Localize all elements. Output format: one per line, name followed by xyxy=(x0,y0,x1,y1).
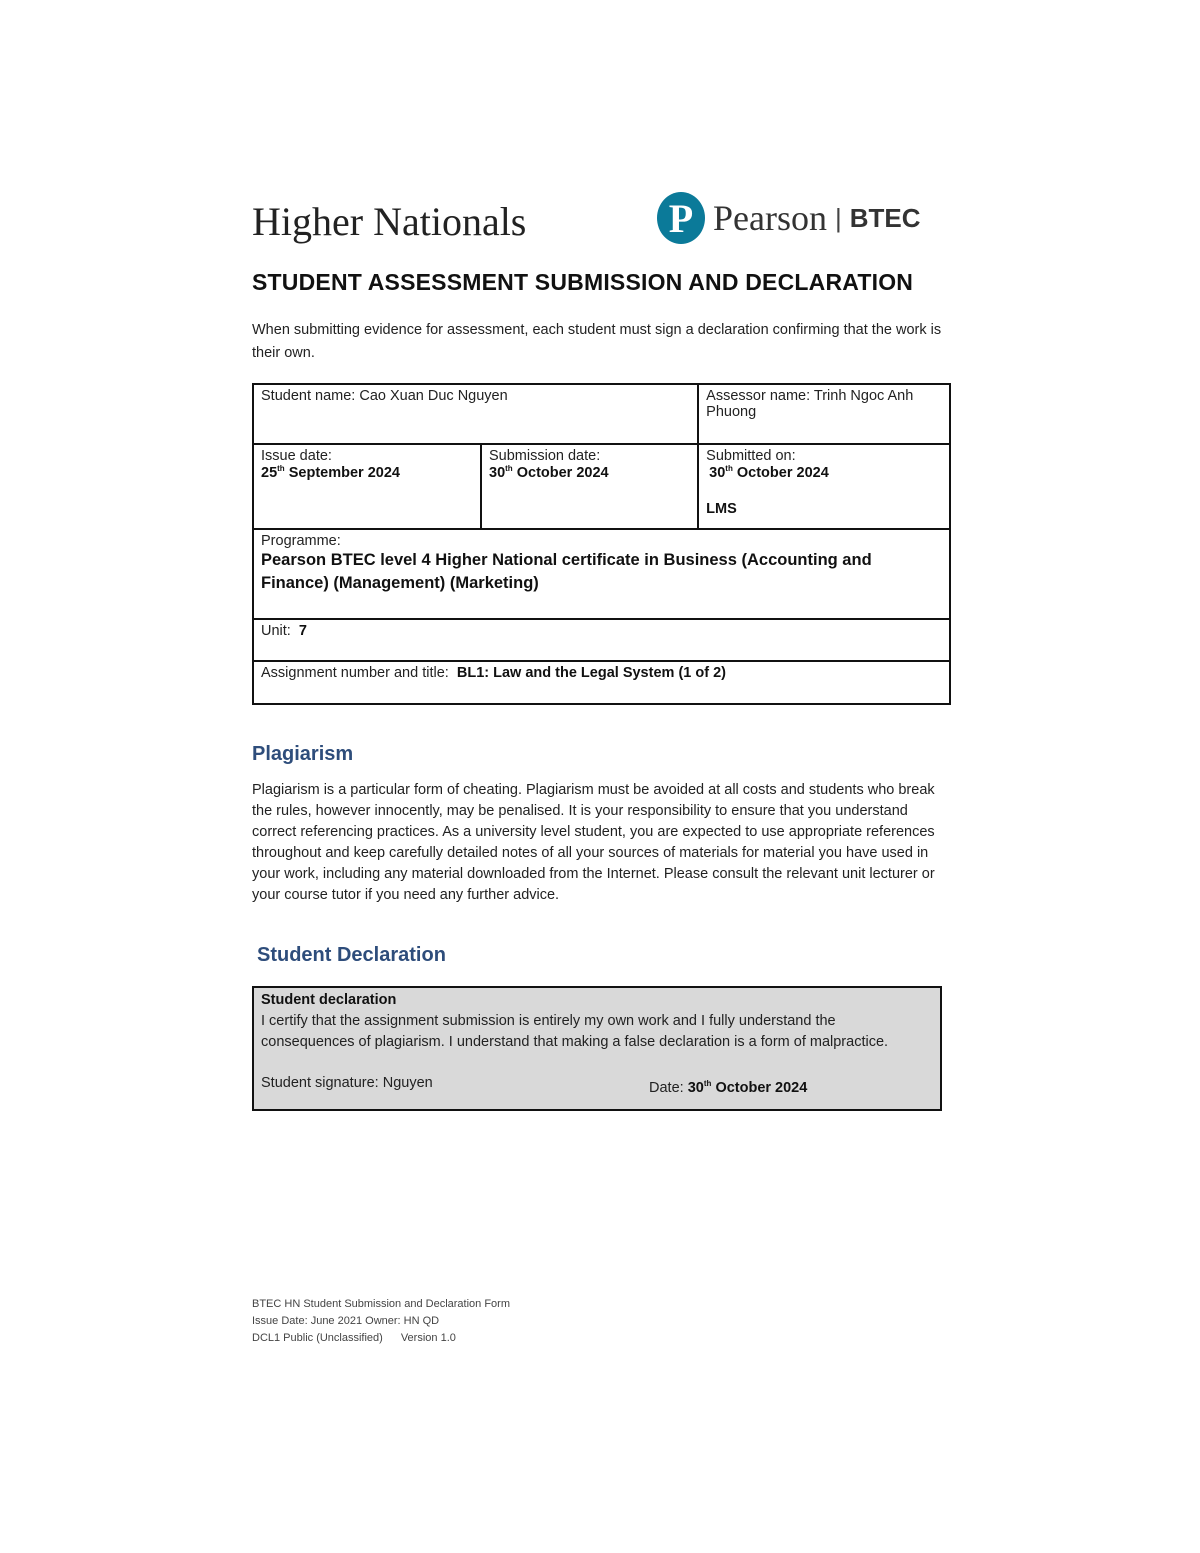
submission-form-table xyxy=(252,383,951,705)
plagiarism-text: Plagiarism is a particular form of cheating. Plagiarism must be avoided at all costs and students who break the rules, however innocently, may be penalised. It is your responsibility to ensure that you understand correct referencing practices. As a university level student, you are expected to use appropriate references throughout and keep carefully detailed notes of all your sources of materials for material you have used in your work, including any material downloaded from the Internet. Please consult the relevant unit lecturer or your course tutor if you need any further advice. xyxy=(252,782,935,903)
issue-date-cell xyxy=(253,444,481,529)
submission-date-cell xyxy=(481,444,698,529)
programme-value: Pearson BTEC level 4 Higher National certificate in Business (Accounting and Finance) (Management) (Marketing) xyxy=(261,551,872,592)
submitted-via-value: LMS xyxy=(706,500,737,517)
intro-text: When submitting evidence for assessment, each student must sign a declaration confirming that the work is their own. xyxy=(252,322,942,361)
logo-pearson-text: Pearson xyxy=(713,198,827,238)
submitted-on-label: Submitted on: xyxy=(706,448,796,464)
document-footer xyxy=(252,1296,510,1347)
declaration-box-title: Student declaration xyxy=(261,992,397,1008)
page-title: STUDENT ASSESSMENT SUBMISSION AND DECLARATION xyxy=(252,269,914,295)
pearson-btec-logo xyxy=(657,192,921,244)
student-declaration-heading: Student Declaration xyxy=(257,944,446,966)
higher-nationals-title: Higher Nationals xyxy=(252,199,527,244)
logo-btec-text: BTEC xyxy=(849,202,921,233)
submission-date-value: 30th October 2024 xyxy=(489,464,609,481)
submission-date-label: Submission date: xyxy=(489,448,601,464)
issue-date-label: Issue date: xyxy=(261,448,332,464)
assessor-name-cell xyxy=(698,384,950,444)
programme-label: Programme: xyxy=(261,533,341,549)
declaration-box xyxy=(252,986,942,1111)
assessor-name-label: Assessor name: xyxy=(706,388,811,404)
submitted-on-cell xyxy=(698,444,950,529)
submitted-on-value: 30th October 2024 xyxy=(709,464,829,481)
declaration-date-field: Date: 30th October 2024 xyxy=(649,1079,808,1096)
signature-field: Student signature: Nguyen xyxy=(261,1075,433,1091)
declaration-text: I certify that the assignment submission is entirely my own work and I fully understand the consequences of plagiarism. I understand that making a false declaration is a form of malpractice. xyxy=(261,1013,889,1050)
student-name-cell xyxy=(253,384,698,444)
assignment-cell xyxy=(253,661,950,704)
footer-line: BTEC HN Student Submission and Declaration Form xyxy=(252,1298,510,1310)
plagiarism-heading: Plagiarism xyxy=(252,743,354,765)
student-name-value: Cao Xuan Duc Nguyen xyxy=(359,388,508,404)
assignment-label: Assignment number and title: xyxy=(261,665,449,681)
programme-cell xyxy=(253,529,950,619)
footer-line: Issue Date: June 2021 Owner: HN QD xyxy=(252,1315,440,1327)
signature-value: Nguyen xyxy=(382,1075,433,1091)
logo-divider: | xyxy=(834,202,842,233)
unit-value: 7 xyxy=(298,623,307,639)
unit-label: Unit: xyxy=(261,623,291,639)
student-name-label: Student name: xyxy=(261,388,356,404)
footer-line: DCL1 Public (Unclassified) Version 1.0 xyxy=(252,1332,456,1344)
issue-date-value: 25th September 2024 xyxy=(261,464,400,481)
pearson-logo-icon: P xyxy=(657,192,705,244)
assignment-value: BL1: Law and the Legal System (1 of 2) xyxy=(456,665,726,681)
unit-cell xyxy=(253,619,950,661)
assessor-name-value: Trinh Ngoc Anh Phuong xyxy=(706,388,914,420)
